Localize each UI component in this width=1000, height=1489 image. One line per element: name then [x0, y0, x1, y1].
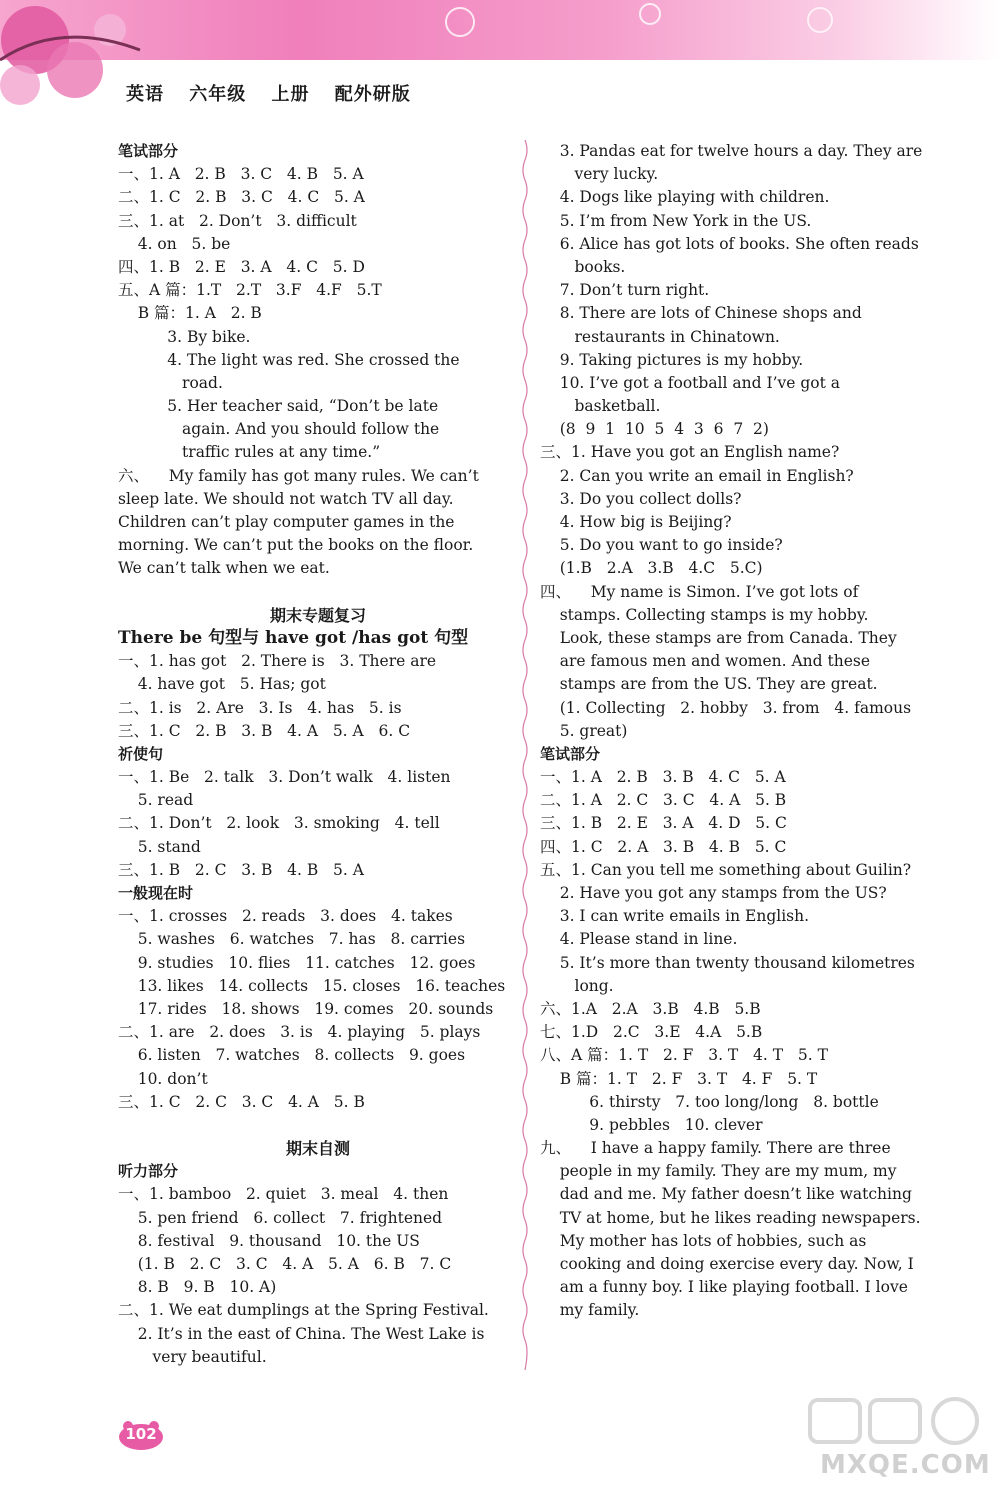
answer-line: 5. It’s more than twenty thousand kilometres [540, 953, 915, 972]
answer-line: morning. We can’t put the books on the floor. [118, 536, 474, 555]
answer-line: 4. The light was red. She crossed the [118, 350, 460, 369]
answer-line: again. And you should follow the [118, 420, 440, 439]
answer-line: 4. on 5. be [118, 234, 231, 253]
answer-line: 六、 My family has got many rules. We can’t [118, 466, 479, 485]
left-column [118, 140, 518, 1369]
answer-line: long. [540, 976, 614, 995]
answer-line: Children can’t play computer games in the [118, 513, 455, 531]
answer-line: 五、A 篇：1.T 2.T 3.F 4.F 5.T [118, 281, 382, 300]
answer-line: 2. It’s in the east of China. The West Lake is [118, 1324, 485, 1343]
book-title: 英语 六年级 上册 配外研版 [126, 84, 411, 105]
answer-line: cooking and doing exercise every day. Now, I [540, 1255, 914, 1273]
answer-line: people in my family. They are my mum, my [540, 1162, 897, 1181]
answer-line: We can’t talk when we eat. [118, 559, 330, 578]
answer-line: 9. pebbles 10. clever [540, 1115, 763, 1134]
answer-line: very lucky. [540, 165, 659, 184]
answer-line [118, 581, 518, 604]
answer-line: 6. Alice has got lots of books. She often reads [540, 234, 919, 253]
answer-line: 五、1. Can you tell me something about Guilin? [540, 860, 912, 879]
answer-line: 四、 My name is Simon. I’ve got lots of [540, 582, 859, 601]
answer-line: 一、1. A 2. B 3. B 4. C 5. A [540, 768, 786, 787]
answer-line: 三、1. B 2. E 3. A 4. D 5. C [540, 814, 787, 833]
answer-line: B 篇：1. A 2. B [118, 304, 262, 323]
answer-line: 6. listen 7. watches 8. collects 9. goes [118, 1046, 466, 1065]
answer-line: 二、1. C 2. B 3. C 4. C 5. A [118, 188, 365, 207]
answer-line: (8 9 1 10 5 4 3 6 7 2) [540, 420, 769, 439]
answer-line: 八、A 篇：1. T 2. F 3. T 4. T 5. T [540, 1046, 828, 1065]
answer-line: 一、1. crosses 2. reads 3. does 4. takes [118, 907, 453, 926]
answer-line: 7. Don’t turn right. [540, 281, 710, 300]
section-heading: 期末自测 [285, 1139, 350, 1159]
answer-line: (1. B 2. C 3. C 4. A 5. A 6. B 7. C [118, 1255, 452, 1273]
watermark-text: MXQE.COM [820, 1450, 991, 1480]
answer-line: 5. pen friend 6. collect 7. frightened [118, 1208, 443, 1227]
page-number: 102 [125, 1425, 157, 1443]
answer-line: 8. B 9. B 10. A) [118, 1278, 277, 1297]
answer-line: 13. likes 14. collects 15. closes 16. teaches [118, 976, 506, 995]
answer-line: 三、1. C 2. B 3. B 4. A 5. A 6. C [118, 721, 411, 740]
section-heading: There be 句型与 have got /has got 句型 [118, 627, 469, 648]
answer-line: sleep late. We should not watch TV all day. [118, 489, 454, 508]
answer-line: 七、1.D 2.C 3.E 4.A 5.B [540, 1023, 763, 1042]
section-heading: 一般现在时 [118, 884, 194, 902]
answer-line: 3. By bike. [118, 327, 251, 346]
answer-line: 5. I’m from New York in the US. [540, 211, 812, 230]
answer-line: 3. Pandas eat for twelve hours a day. They are [540, 142, 923, 160]
answer-line: 5. great) [540, 721, 628, 740]
answer-line: 17. rides 18. shows 19. comes 20. sounds [118, 999, 494, 1018]
section-heading: 期末专题复习 [269, 605, 366, 625]
answer-line: 4. How big is Beijing? [540, 513, 732, 531]
answer-line: 8. festival 9. thousand 10. the US [118, 1231, 420, 1250]
answer-line: 5. Do you want to go inside? [540, 536, 783, 555]
answer-line: TV at home, but he likes reading newspapers. [540, 1208, 921, 1227]
answer-line: dad and me. My father doesn’t like watching [540, 1185, 912, 1204]
answer-line: 九、 I have a happy family. There are three [540, 1139, 891, 1158]
section-heading: 笔试部分 [540, 744, 601, 763]
answer-line: traffic rules at any time.” [118, 443, 381, 462]
answer-line: am a funny boy. I like playing football. I love [540, 1278, 908, 1297]
answer-line: 4. Dogs like playing with children. [540, 188, 830, 207]
answer-line: stamps are from the US. They are great. [540, 675, 878, 694]
answer-line: 9. studies 10. flies 11. catches 12. goes [118, 953, 476, 972]
answer-line: 9. Taking pictures is my hobby. [540, 350, 804, 369]
answer-line: 二、1. Don’t 2. look 3. smoking 4. tell [118, 814, 440, 833]
answer-line: (1.B 2.A 3.B 4.C 5.C) [540, 559, 763, 578]
column-divider [520, 140, 530, 1370]
answer-line: 二、1. is 2. Are 3. Is 4. has 5. is [118, 698, 402, 717]
answer-line: 4. have got 5. Has; got [118, 675, 326, 694]
answer-line: 三、1. C 2. C 3. C 4. A 5. B [118, 1092, 365, 1111]
answer-line: restaurants in Chinatown. [540, 327, 780, 346]
answer-line: 一、1. A 2. B 3. C 4. B 5. A [118, 165, 364, 184]
answer-line: 二、1. are 2. does 3. is 4. playing 5. plays [118, 1023, 481, 1042]
answer-line: 4. Please stand in line. [540, 930, 738, 949]
answer-line: road. [118, 373, 223, 392]
answer-line: 二、1. A 2. C 3. C 4. A 5. B [540, 791, 787, 810]
answer-line: 8. There are lots of Chinese shops and [540, 304, 862, 323]
answer-line: My mother has lots of hobbies, such as [540, 1231, 867, 1250]
answer-line: 10. don’t [118, 1069, 208, 1088]
answer-line: are famous men and women. And these [540, 652, 871, 671]
answer-line: 10. I’ve got a football and I’ve got a [540, 373, 841, 392]
answer-line: my family. [540, 1301, 640, 1320]
answer-line: 四、1. B 2. E 3. A 4. C 5. D [118, 257, 365, 276]
answer-line: very beautiful. [118, 1347, 267, 1366]
answer-line: 5. washes 6. watches 7. has 8. carries [118, 930, 466, 949]
answer-line: Look, these stamps are from Canada. They [540, 628, 897, 647]
answer-line: 一、1. Be 2. talk 3. Don’t walk 4. listen [118, 768, 451, 787]
answer-line: 6. thirsty 7. too long/long 8. bottle [540, 1092, 879, 1111]
answer-line: 2. Can you write an email in English? [540, 466, 854, 485]
answer-line: 三、1. at 2. Don’t 3. difficult [118, 211, 357, 230]
answer-line: basketball. [540, 397, 661, 416]
answer-line: 3. Do you collect dolls? [540, 489, 742, 508]
answer-line: 2. Have you got any stamps from the US? [540, 884, 887, 902]
right-column [540, 140, 940, 1323]
section-heading: 笔试部分 [118, 142, 179, 160]
answer-line: 三、1. Have you got an English name? [540, 443, 840, 462]
answer-line: 一、1. bamboo 2. quiet 3. meal 4. then [118, 1185, 449, 1204]
section-heading: 祈使句 [118, 744, 164, 763]
answer-line: 一、1. has got 2. There is 3. There are [118, 652, 437, 671]
answer-line: 四、1. C 2. A 3. B 4. B 5. C [540, 837, 787, 856]
answer-line: 5. stand [118, 837, 201, 856]
section-heading: 听力部分 [118, 1162, 179, 1181]
answer-line [118, 1114, 518, 1137]
answer-line: 二、1. We eat dumplings at the Spring Festival. [118, 1301, 489, 1320]
answer-line: stamps. Collecting stamps is my hobby. [540, 605, 869, 624]
answer-line: 三、1. B 2. C 3. B 4. B 5. A [118, 860, 364, 879]
answer-line: 5. Her teacher said, “Don’t be late [118, 397, 439, 416]
answer-line: B 篇：1. T 2. F 3. T 4. F 5. T [540, 1069, 818, 1088]
answer-line: 5. read [118, 791, 194, 810]
answer-line: 六、1.A 2.A 3.B 4.B 5.B [540, 999, 761, 1018]
answer-line: (1. Collecting 2. hobby 3. from 4. famous [540, 698, 912, 717]
answer-line: books. [540, 257, 626, 276]
answer-line: 3. I can write emails in English. [540, 907, 810, 926]
